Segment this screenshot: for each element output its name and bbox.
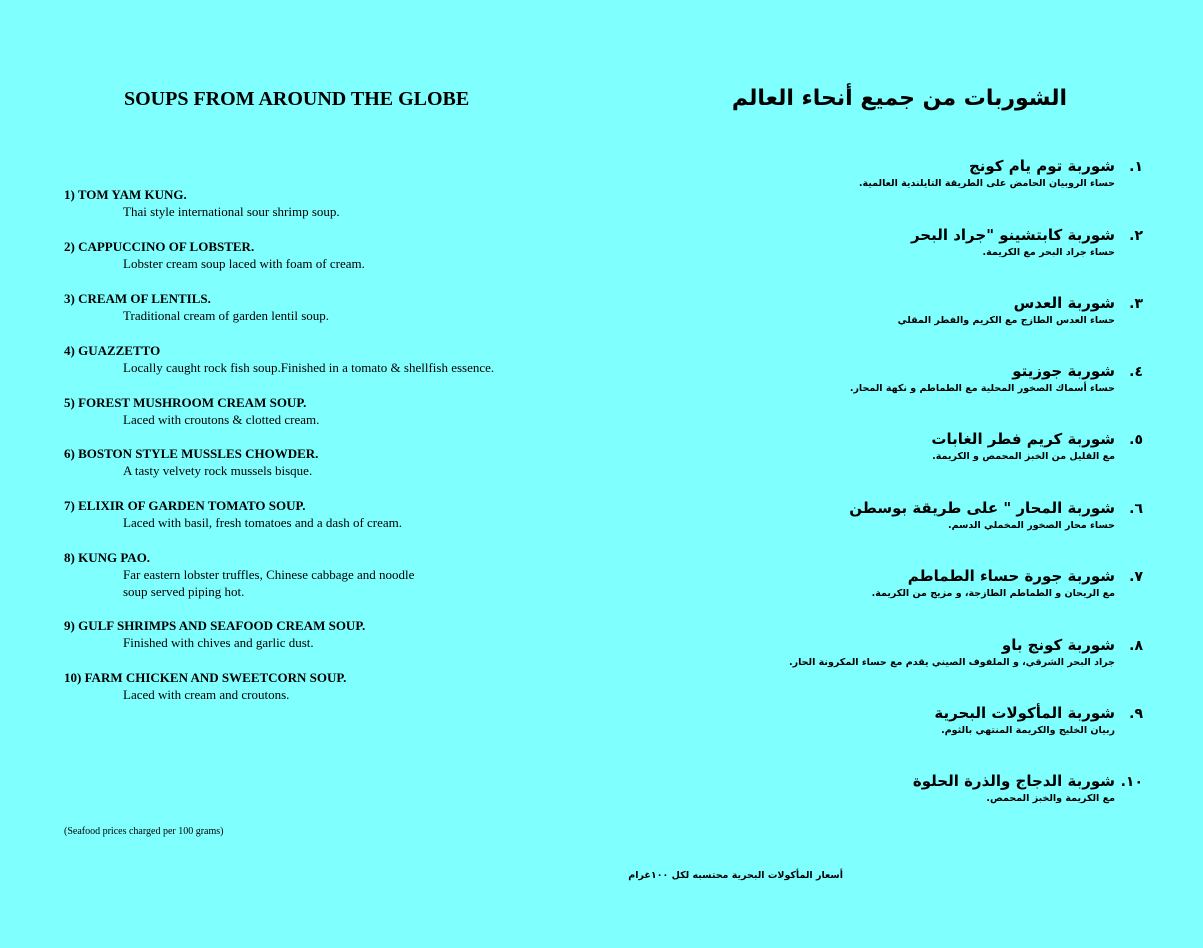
soup-description: مع الكريمة والخبز المحمص. [986, 793, 1115, 804]
list-item [850, 362, 1143, 394]
list-item [64, 549, 534, 600]
soup-name: شوربة جوزيتو [1012, 362, 1115, 380]
soup-name: شوربة كابتشينو "جراد البحر [910, 226, 1115, 244]
soup-name: شوربة الدجاج والذرة الحلوة [912, 772, 1115, 790]
list-item [64, 669, 534, 703]
arabic-menu-title: الشوربات من جميع أنحاء العالم [731, 86, 1067, 111]
seafood-price-note: (Seafood prices charged per 100 grams) [64, 826, 224, 837]
item-number: ٩. [1129, 706, 1143, 722]
soup-description: Laced with croutons & clotted cream. [123, 412, 320, 427]
list-item [934, 704, 1143, 736]
soup-description: حساء جراد البحر مع الكريمة. [982, 247, 1115, 258]
soup-description: Far eastern lobster truffles, Chinese cabbage and noodle [123, 567, 415, 582]
soup-description: حساء محار الصخور المخملي الدسم. [948, 520, 1115, 531]
list-item [64, 238, 534, 272]
soup-name: 3) CREAM OF LENTILS. [64, 291, 211, 306]
soup-description: soup served piping hot. [123, 584, 245, 599]
list-item [859, 157, 1143, 189]
list-item [64, 394, 534, 428]
soup-name: 1) TOM YAM KUNG. [64, 187, 187, 202]
soup-description: حساء الروبيان الحامض على الطريقة التايلندية العالمية. [858, 178, 1115, 189]
soup-name: 8) KUNG PAO. [64, 550, 151, 565]
soup-name: شوربة كونج باو [1001, 636, 1115, 654]
list-item [64, 290, 534, 324]
list-item [789, 636, 1143, 668]
list-item [898, 294, 1143, 326]
item-number: ٨. [1129, 638, 1143, 654]
item-number: ٣. [1129, 296, 1143, 312]
soup-description: Laced with cream and croutons. [123, 687, 290, 702]
soup-description: Thai style international sour shrimp soup. [123, 204, 340, 219]
soup-description: مع الريحان و الطماطم الطازجة، و مزيج من الكريمة. [871, 588, 1115, 599]
item-number: ٦. [1129, 501, 1143, 517]
soup-name: 5) FOREST MUSHROOM CREAM SOUP. [64, 395, 307, 410]
soup-description: مع القليل من الخبز المحمص و الكريمة. [932, 451, 1115, 462]
list-item [913, 772, 1143, 804]
soup-description: Laced with basil, fresh tomatoes and a dash of cream. [123, 515, 403, 530]
soup-description: A tasty velvety rock mussels bisque. [123, 463, 313, 478]
list-item [64, 617, 534, 651]
list-item [64, 445, 534, 479]
soup-name: 2) CAPPUCCINO OF LOBSTER. [64, 239, 255, 254]
item-number: ٢. [1129, 228, 1143, 244]
soup-description: حساء العدس الطازج مع الكريم والفطر المقلي [897, 315, 1115, 326]
soup-name: شوربة المأكولات البحرية [934, 704, 1115, 722]
soup-description: جراد البحر الشرقي، و الملفوف الصيني يقدم مع حساء المكرونة الحار. [789, 657, 1115, 668]
item-number: ٤. [1129, 364, 1143, 380]
soup-name: 7) ELIXIR OF GARDEN TOMATO SOUP. [64, 498, 306, 513]
soup-name: 9) GULF SHRIMPS AND SEAFOOD CREAM SOUP. [64, 618, 366, 633]
list-item [931, 430, 1143, 462]
soup-name: شوربة العدس [1013, 294, 1115, 312]
soup-description: Traditional cream of garden lentil soup. [123, 308, 330, 323]
list-item [911, 226, 1143, 258]
list-item [64, 342, 534, 376]
item-number: ٧. [1129, 569, 1143, 585]
list-item [872, 567, 1143, 599]
item-number: ١. [1129, 159, 1143, 175]
soup-name: شوربة كريم فطر الغابات [931, 430, 1115, 448]
item-number: ١٠. [1120, 774, 1143, 790]
soup-description: Locally caught rock fish soup.Finished in a tomato & shellfish essence. [123, 360, 495, 375]
soup-name: 4) GUAZZETTO [64, 343, 161, 358]
soup-description: Lobster cream soup laced with foam of cream. [123, 256, 365, 271]
soup-description: حساء أسماك الصخور المحلية مع الطماطم و نكهة المحار. [849, 383, 1115, 394]
list-item [64, 186, 534, 220]
soup-description: Finished with chives and garlic dust. [123, 635, 314, 650]
soup-name: 6) BOSTON STYLE MUSSLES CHOWDER. [64, 446, 319, 461]
english-menu-title: SOUPS FROM AROUND THE GLOBE [124, 88, 470, 110]
arabic-seafood-price-note: أسعار المأكولات البحرية محتسبه لكل ١٠٠غرام [628, 870, 843, 881]
soup-name: 10) FARM CHICKEN AND SWEETCORN SOUP. [64, 670, 347, 685]
soup-description: ربيان الخليج والكريمة المنتهي بالثوم. [941, 725, 1115, 736]
item-number: ٥. [1129, 432, 1143, 448]
soup-name: شوربة جورة حساء الطماطم [907, 567, 1115, 585]
list-item [849, 499, 1143, 531]
list-item [64, 497, 534, 531]
soup-name: شوربة توم يام كونج [968, 157, 1115, 175]
soup-name: شوربة المحار " على طريقة بوسطن [849, 499, 1115, 517]
